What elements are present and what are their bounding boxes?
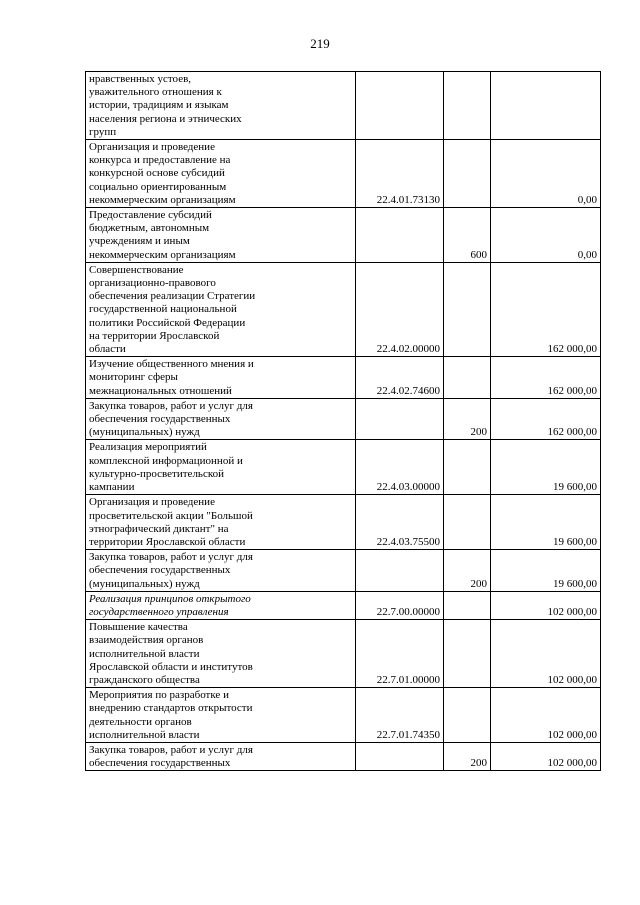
row-name-line: области	[89, 343, 126, 356]
row-name-line: организационно-правового	[89, 277, 216, 290]
table-row	[86, 140, 601, 208]
row-expense-type-cell	[444, 495, 491, 550]
table-row	[86, 742, 601, 770]
row-amount-cell: 162 000,00	[491, 357, 601, 399]
row-amount-cell: 19 600,00	[491, 550, 601, 592]
budget-table	[85, 71, 601, 771]
row-amount-cell: 0,00	[491, 208, 601, 263]
row-name-line: обеспечения государственных	[89, 413, 231, 426]
row-name-line: учреждениям и иным	[89, 235, 190, 248]
row-code-cell	[356, 550, 444, 592]
row-name-line: государственного управления	[89, 605, 229, 618]
row-name-line: этнографический диктант" на	[89, 522, 229, 535]
row-amount-cell: 102 000,00	[491, 620, 601, 688]
row-name-cell	[86, 208, 356, 263]
row-name-cell	[86, 550, 356, 592]
row-name-cell	[86, 620, 356, 688]
row-name-line: Закупка товаров, работ и услуг для	[89, 743, 253, 756]
row-name-line: исполнительной власти	[89, 647, 200, 660]
row-name-line: (муниципальных) нужд	[89, 426, 200, 439]
row-expense-type-cell	[444, 357, 491, 399]
row-amount-cell	[491, 72, 601, 140]
row-expense-type-cell	[444, 620, 491, 688]
row-name-cell	[86, 140, 356, 208]
row-name-line: истории, традициям и языкам	[89, 99, 229, 112]
row-expense-type-cell	[444, 591, 491, 619]
row-name-line: Реализация принципов открытого	[89, 592, 251, 605]
table-row	[86, 262, 601, 356]
row-expense-type-cell	[444, 72, 491, 140]
row-name-cell	[86, 72, 356, 140]
row-name-line: уважительного отношения к	[89, 86, 222, 99]
row-name-line: Ярославской области и институтов	[89, 660, 253, 673]
row-name-cell	[86, 688, 356, 743]
row-expense-type-cell: 200	[444, 398, 491, 440]
table-row	[86, 72, 601, 140]
row-expense-type-cell	[444, 688, 491, 743]
row-name-line: некоммерческим организациям	[89, 193, 236, 206]
row-code-cell: 22.4.03.75500	[356, 495, 444, 550]
row-name-line: (муниципальных) нужд	[89, 577, 200, 590]
row-name-cell	[86, 398, 356, 440]
table-row	[86, 591, 601, 619]
row-name-line: исполнительной власти	[89, 728, 200, 741]
row-code-cell	[356, 208, 444, 263]
table-row	[86, 495, 601, 550]
row-name-line: Закупка товаров, работ и услуг для	[89, 551, 253, 564]
row-name-line: Предоставление субсидий	[89, 209, 212, 222]
row-name-line: обеспечения государственных	[89, 757, 231, 770]
row-code-cell	[356, 742, 444, 770]
row-name-line: Реализация мероприятий	[89, 441, 207, 454]
row-name-line: нравственных устоев,	[89, 73, 192, 85]
row-name-line: бюджетным, автономным	[89, 222, 210, 235]
row-code-cell: 22.7.01.74350	[356, 688, 444, 743]
row-amount-cell: 19 600,00	[491, 440, 601, 495]
row-name-line: мониторинг сферы	[89, 371, 178, 384]
row-name-line: Совершенствование	[89, 263, 184, 276]
table-row	[86, 440, 601, 495]
page-number: 219	[310, 36, 330, 51]
row-name-line: культурно-просветительской	[89, 467, 225, 480]
table-row	[86, 208, 601, 263]
row-expense-type-cell: 200	[444, 550, 491, 592]
row-name-line: конкурсной основе субсидий	[89, 167, 225, 180]
table-row	[86, 398, 601, 440]
row-name-line: конкурса и предоставление на	[89, 154, 231, 167]
row-amount-cell: 162 000,00	[491, 398, 601, 440]
row-amount-cell: 102 000,00	[491, 742, 601, 770]
row-name-cell	[86, 742, 356, 770]
row-name-line: групп	[89, 125, 117, 138]
row-name-line: Мероприятия по разработке и	[89, 689, 229, 702]
row-expense-type-cell	[444, 262, 491, 356]
row-name-cell	[86, 262, 356, 356]
row-code-cell	[356, 72, 444, 140]
row-code-cell: 22.4.03.00000	[356, 440, 444, 495]
row-name-line: Закупка товаров, работ и услуг для	[89, 399, 253, 412]
budget-table-body	[86, 72, 601, 771]
row-name-line: внедрению стандартов открытости	[89, 702, 253, 715]
row-code-cell: 22.4.02.74600	[356, 357, 444, 399]
row-name-cell	[86, 440, 356, 495]
row-name-line: государственной национальной	[89, 303, 237, 316]
row-code-cell: 22.7.00.00000	[356, 591, 444, 619]
row-name-line: деятельности органов	[89, 715, 192, 728]
row-code-cell: 22.4.01.73130	[356, 140, 444, 208]
row-name-line: гражданского общества	[89, 673, 200, 686]
row-amount-cell: 102 000,00	[491, 591, 601, 619]
row-name-line: взаимодействия органов	[89, 634, 204, 647]
row-name-line: на территории Ярославской	[89, 329, 220, 342]
row-name-line: комплексной информационной и	[89, 454, 243, 467]
row-expense-type-cell	[444, 440, 491, 495]
row-name-cell	[86, 357, 356, 399]
row-amount-cell: 19 600,00	[491, 495, 601, 550]
row-code-cell: 22.7.01.00000	[356, 620, 444, 688]
table-row	[86, 688, 601, 743]
row-expense-type-cell: 200	[444, 742, 491, 770]
row-name-line: политики Российской Федерации	[89, 316, 246, 329]
row-name-line: обеспечения реализации Стратегии	[89, 290, 256, 303]
row-expense-type-cell	[444, 140, 491, 208]
row-amount-cell: 162 000,00	[491, 262, 601, 356]
row-expense-type-cell: 600	[444, 208, 491, 263]
row-name-line: населения региона и этнических	[89, 112, 242, 125]
table-row	[86, 357, 601, 399]
row-name-line: обеспечения государственных	[89, 564, 231, 577]
row-name-line: Изучение общественного мнения и	[89, 358, 254, 371]
table-row	[86, 620, 601, 688]
row-name-line: территории Ярославской области	[89, 535, 246, 548]
row-name-line: некоммерческим организациям	[89, 248, 236, 261]
row-name-line: просветительской акции "Большой	[89, 509, 253, 522]
row-name-cell	[86, 591, 356, 619]
table-row	[86, 550, 601, 592]
row-amount-cell: 102 000,00	[491, 688, 601, 743]
row-amount-cell: 0,00	[491, 140, 601, 208]
row-name-line: кампании	[89, 481, 135, 494]
row-code-cell	[356, 398, 444, 440]
row-name-line: социально ориентированным	[89, 180, 227, 193]
row-name-line: Организация и проведение	[89, 496, 215, 509]
row-name-line: межнациональных отношений	[89, 384, 232, 397]
row-name-line: Организация и проведение	[89, 141, 215, 154]
row-name-line: Повышение качества	[89, 621, 188, 634]
row-code-cell: 22.4.02.00000	[356, 262, 444, 356]
row-name-cell	[86, 495, 356, 550]
